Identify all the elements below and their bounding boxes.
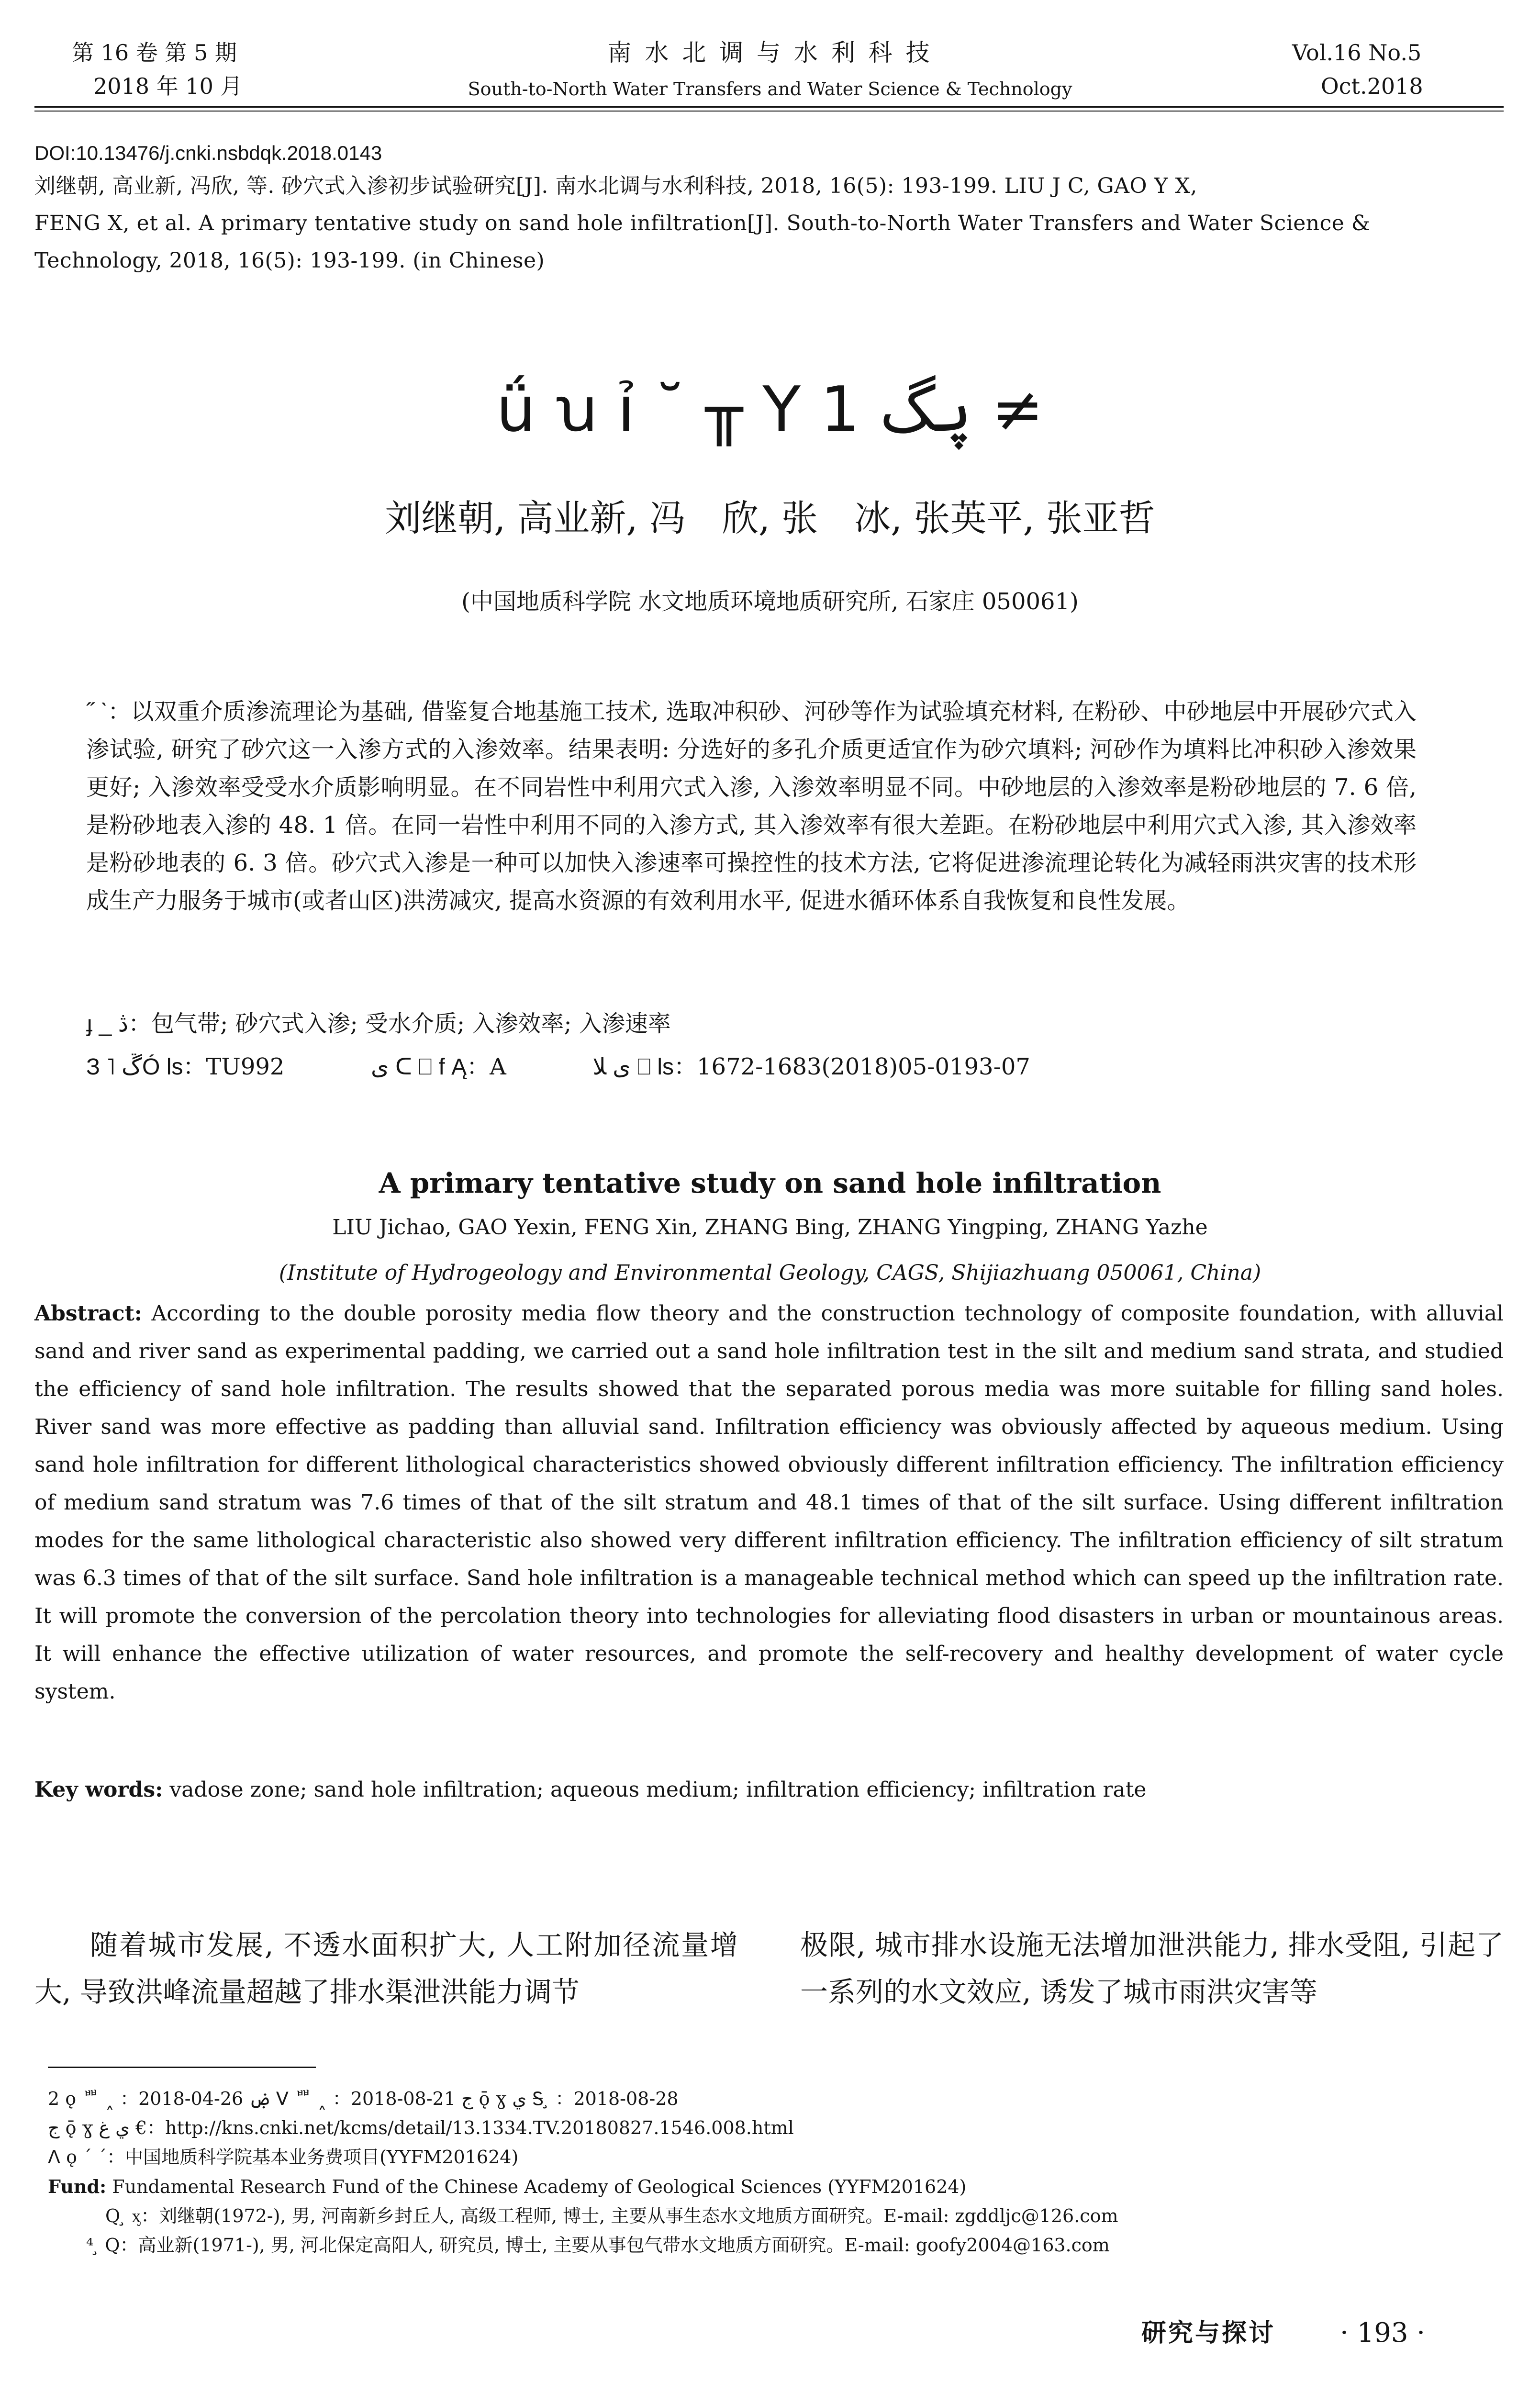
fund-en-text: Fundamental Research Fund of the Chinese Academy of Geological Sciences (YYFM201624) xyxy=(112,2176,967,2197)
abstract-en xyxy=(34,1295,1504,1711)
citation xyxy=(34,168,1504,280)
doi: DOI:10.13476/j.cnki.nsbdqk.2018.0143 xyxy=(34,142,382,164)
citation-line-1: 刘继朝, 高业新, 冯欣, 等. 砂穴式入渗初步试验研究[J]. 南水北调与水利科技, 2018, 16(5): 193-199. LIU J C, GAO Y X, xyxy=(34,174,1197,198)
fund-en-label: Fund: xyxy=(48,2176,107,2197)
authors-zh: 刘继朝, 高业新, 冯 欣, 张 冰, 张英平, 张亚哲 xyxy=(385,497,1155,539)
footnote-rule xyxy=(48,2067,316,2068)
footer-section: 研究与探讨 xyxy=(1141,2319,1276,2348)
header-volume-issue-zh: 第 16 卷 第 5 期 xyxy=(72,40,237,66)
header-rule-top xyxy=(34,106,1504,108)
title-zh: ǘ ꭒ ỉ ˘ ╥ Y 1 ۑگ ≠ xyxy=(496,373,1044,446)
affiliation-zh: (中国地质科学院 水文地质环境地质研究所, 石家庄 050061) xyxy=(461,588,1079,615)
footnotes xyxy=(48,2084,1503,2260)
abstract-zh xyxy=(86,693,1417,920)
clc-label: З ˥ ڱÓ ls xyxy=(86,1054,183,1080)
footnote-author-1: Q ̧ ᶍ：刘继朝(1972-), 男, 河南新乡封丘人, 高级工程师, 博士, 主要从事生态水文地质方面研究。E-mail: zgddljc@126.com xyxy=(105,2205,1118,2226)
affiliation-en: (Institute of Hydrogeology and Environmental Geology, CAGS, Shijiazhuang 050061, China) xyxy=(279,1261,1261,1285)
abstract-en-label: Abstract: xyxy=(34,1301,143,1326)
title-en: A primary tentative study on sand hole infiltration xyxy=(379,1167,1161,1199)
header-date-zh: 2018 年 10 月 xyxy=(93,73,243,99)
header-journal-en: South-to-North Water Transfers and Water Science & Technology xyxy=(468,78,1072,100)
authors-en: LIU Jichao, GAO Yexin, FENG Xin, ZHANG Bing, ZHANG Yingping, ZHANG Yazhe xyxy=(332,1215,1208,1240)
footnote-author-2: ⁴ ̧ Q：高业新(1971-), 男, 河北保定高阳人, 研究员, 博士, 主要从事包气带水文地质方面研究。E-mail: goofy2004@163.com xyxy=(86,2235,1110,2256)
article-id-value: ：1672-1683(2018)05-0193-07 xyxy=(674,1053,1030,1080)
clc-value: ：TU992 xyxy=(183,1053,285,1080)
keywords-zh-text: ：包气带; 砂穴式入渗; 受水介质; 入渗效率; 入渗速率 xyxy=(128,1010,671,1037)
footnote-online: ج ǭ ɣ ي غ €：http://kns.cnki.net/kcms/detail/13.1334.TV.20180827.1546.008.html xyxy=(48,2117,794,2138)
abstract-en-text: According to the double porosity media flow theory and the construction technology of composite foundation, with alluvial sand and river sand as experimental padding, we carried out a sand hole infiltration test in the silt and medium sand strata, and studied the efficiency of sand hole infiltration. The results showed that the separated porous media was more suitable for filling sand holes. River sand was more effective as padding than alluvial sand. Infiltration efficiency was obviously affected by aqueous medium. Using sand hole infiltration for different lithological characteristics showed obviously different infiltration efficiency. The infiltration efficiency of medium sand stratum was 7.6 times of that of the silt stratum and 48.1 times of that of the silt surface. Using different infiltration modes for the same lithological characteristic also showed very different infiltration efficiency. The infiltration efficiency of silt stratum was 6.3 times of that of the silt surface. Sand hole infiltration is a manageable technical method which can speed up the infiltration rate. It will promote the conversion of the percolation theory into technologies for alleviating flood disasters in urban or mountainous areas. It will enhance the effective utilization of water resources, and promote the self-recovery and healthy development of water cycle system. xyxy=(34,1301,1504,1704)
keywords-en-text: vadose zone; sand hole infiltration; aqueous medium; infiltration efficiency; infiltration rate xyxy=(169,1778,1147,1802)
footnote-fund-zh: ᐱ ǫ ˊ ˊ：中国地质科学院基本业务费项目(YYFM201624) xyxy=(48,2147,519,2168)
keywords-en-label: Key words: xyxy=(34,1778,163,1802)
header-rule-bottom xyxy=(34,111,1504,112)
header-journal-zh: 南 水 北 调 与 水 利 科 技 xyxy=(607,39,933,67)
doc-code-value: ：A xyxy=(467,1053,506,1080)
article-id-label: ى ﻼ ⎕ ls xyxy=(592,1054,674,1080)
doc-code-label: ى ᑕ ⎕ f Ą xyxy=(370,1054,467,1080)
body-column-1: 随着城市发展, 不透水面积扩大, 人工附加径流量增大, 导致洪峰流量超越了排水渠泄洪能力调节 xyxy=(34,1929,738,2008)
keywords-en xyxy=(34,1771,1504,1809)
keywords-zh-label: ɟ _ ڎ xyxy=(86,1011,129,1037)
citation-line-3: Technology, 2018, 16(5): 193-199. (in Chinese) xyxy=(34,248,545,273)
body-column-2: 极限, 城市排水设施无法增加泄洪能力, 排水受阻, 引起了一系列的水文效应, 诱发了城市雨洪灾害等 xyxy=(800,1929,1504,2008)
footnote-fund-en xyxy=(48,2172,1503,2202)
header-date-en: Oct.2018 xyxy=(1321,73,1423,99)
footer-page-number: · 193 · xyxy=(1340,2317,1426,2348)
abstract-zh-text: ：以双重介质渗流理论为基础, 借鉴复合地基施工技术, 选取冲积砂、河砂等作为试验填充材料, 在粉砂、中砂地层中开展砂穴式入渗试验, 研究了砂穴这一入渗方式的入渗效率。结果表明: 分选好的多孔介质更适宜作为砂穴填料; 河砂作为填料比冲积砂入渗效果更好; 入渗效率受受水介质影响明显。在不同岩性中利用穴式入渗, 入渗效率明显不同。中砂地层的入渗效率是粉砂地层的 7. 6 倍, 是粉砂地表入渗的 48. 1 倍。在同一岩性中利用不同的入渗方式, 其入渗效率有很大差距。在粉砂地层中利用穴式入渗, 其入渗效率是粉砂地表的 6. 3 倍。砂穴式入渗是一种可以加快入渗速率可操控性的技术方法, 它将促进渗流理论转化为减轻雨洪灾害的技术形成生产力服务于城市(或者山区)洪涝减灾, 提高水资源的有效利用水平, 促进水循环体系自我恢复和良性发展。 xyxy=(86,698,1417,914)
citation-line-2: FENG X, et al. A primary tentative study on sand hole infiltration[J]. South-to-North Water Transfers and Water Science & xyxy=(34,211,1371,235)
header-volume-issue-en: Vol.16 No.5 xyxy=(1292,40,1422,66)
footnote-dates: 2 ǫ ᄈ ˰ ：2018-04-26 ۻ ᐯ ᄈ ˰ ：2018-08-21 ج ǭ ɣ ي Ꭶ ̧ ：2018-08-28 xyxy=(48,2088,679,2109)
classification-zh xyxy=(86,1048,1417,1086)
abstract-zh-label: ˝ ˋ xyxy=(86,699,108,725)
keywords-zh xyxy=(86,1005,1417,1043)
